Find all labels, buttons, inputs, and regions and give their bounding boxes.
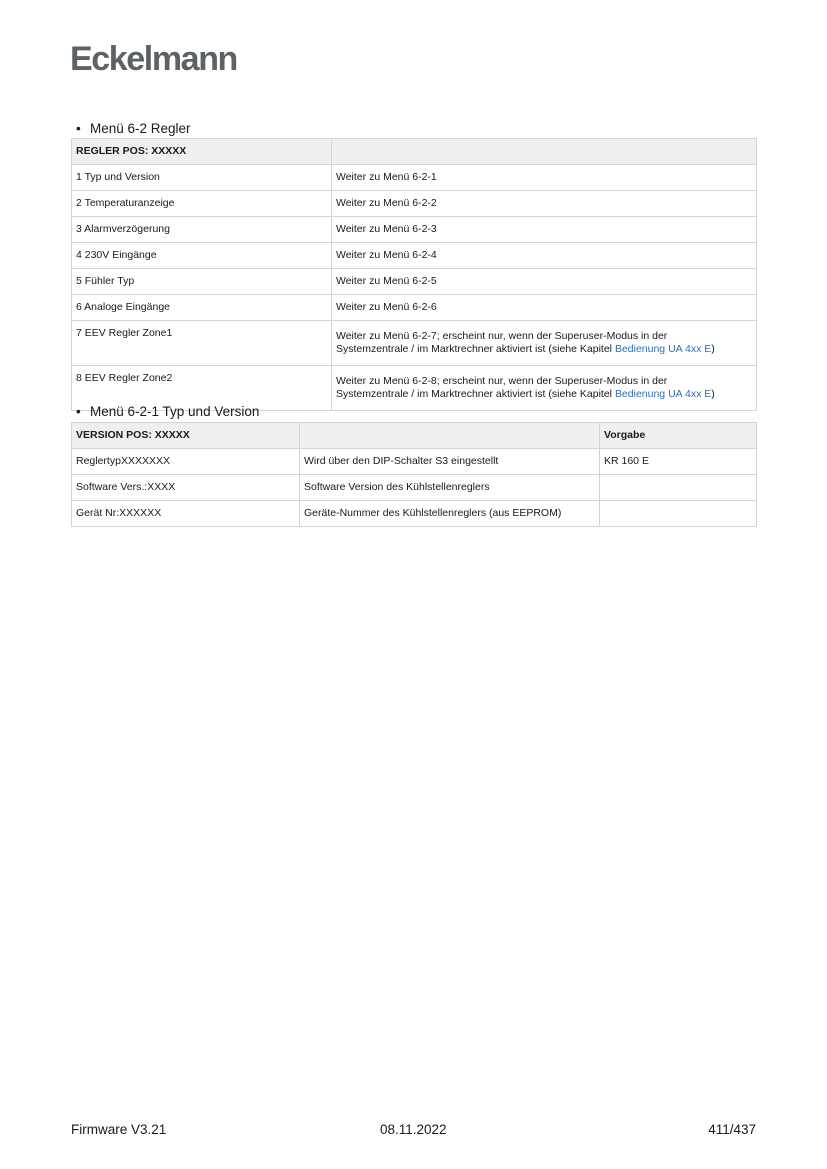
table-row	[72, 243, 757, 269]
menu-item-description: Weiter zu Menü 6-2-3	[332, 217, 757, 243]
table-row	[72, 165, 757, 191]
table-row	[72, 501, 757, 527]
table-row	[72, 321, 757, 366]
parameter-default	[600, 475, 757, 501]
section-title-text: Menü 6-2-1 Typ und Version	[90, 404, 260, 419]
table-header-row	[72, 423, 757, 449]
parameter-label: Gerät Nr:XXXXXX	[72, 501, 300, 527]
table-header-row	[72, 139, 757, 165]
parameter-description: Software Version des Kühlstellenreglers	[300, 475, 600, 501]
menu-item-label: 2 Temperaturanzeige	[72, 191, 332, 217]
menu-item-description: Weiter zu Menü 6-2-1	[332, 165, 757, 191]
footer-date: 08.11.2022	[380, 1122, 447, 1137]
description-closing: )	[711, 343, 715, 355]
table-row	[72, 191, 757, 217]
menu-item-label: 7 EEV Regler Zone1	[72, 321, 332, 366]
table-row	[72, 475, 757, 501]
footer-firmware: Firmware V3.21	[71, 1122, 167, 1137]
menu-item-label: 8 EEV Regler Zone2	[72, 366, 332, 411]
menu-item-label: 1 Typ und Version	[72, 165, 332, 191]
menu-item-description: Weiter zu Menü 6-2-4	[332, 243, 757, 269]
table-row	[72, 449, 757, 475]
link-bedienung-ua-4xx-e[interactable]: Bedienung UA 4xx E	[614, 343, 712, 355]
header-cell-default: Vorgabe	[600, 423, 757, 449]
description-line: Weiter zu Menü 6-2-8; erscheint nur, wenn der Superuser-Modus in der	[336, 375, 668, 387]
table-row	[72, 295, 757, 321]
section-title-menu-6-2-1	[76, 404, 259, 419]
section-title-text: Menü 6-2 Regler	[90, 121, 191, 136]
menu-item-description: Weiter zu Menü 6-2-2	[332, 191, 757, 217]
regler-table	[71, 138, 757, 411]
table-row	[72, 217, 757, 243]
header-cell	[300, 423, 600, 449]
bullet-icon: •	[76, 404, 81, 419]
bullet-icon: •	[76, 121, 81, 136]
parameter-label: Software Vers.:XXXX	[72, 475, 300, 501]
description-line: Weiter zu Menü 6-2-7; erscheint nur, wenn der Superuser-Modus in der	[336, 330, 668, 342]
menu-item-description	[332, 366, 757, 411]
header-cell: VERSION POS: XXXXX	[72, 423, 300, 449]
eckelmann-logo: Eckelmann	[70, 40, 237, 78]
menu-item-label: 4 230V Eingänge	[72, 243, 332, 269]
parameter-label: ReglertypXXXXXXX	[72, 449, 300, 475]
menu-item-label: 3 Alarmverzögerung	[72, 217, 332, 243]
menu-item-label: 5 Fühler Typ	[72, 269, 332, 295]
table-row	[72, 269, 757, 295]
menu-item-label: 6 Analoge Eingänge	[72, 295, 332, 321]
parameter-default: KR 160 E	[600, 449, 757, 475]
menu-item-description: Weiter zu Menü 6-2-6	[332, 295, 757, 321]
parameter-description: Wird über den DIP-Schalter S3 eingestellt	[300, 449, 600, 475]
parameter-default	[600, 501, 757, 527]
header-cell: REGLER POS: XXXXX	[72, 139, 332, 165]
section-title-menu-6-2	[76, 121, 191, 136]
parameter-description: Geräte-Nummer des Kühlstellenreglers (aus EEPROM)	[300, 501, 600, 527]
menu-item-description: Weiter zu Menü 6-2-5	[332, 269, 757, 295]
header-cell	[332, 139, 757, 165]
footer-page-number: 411/437	[708, 1122, 756, 1137]
menu-item-description	[332, 321, 757, 366]
description-line: Systemzentrale / im Marktrechner aktiviert ist (siehe Kapitel	[336, 388, 615, 400]
version-table	[71, 422, 757, 527]
description-line: Systemzentrale / im Marktrechner aktiviert ist (siehe Kapitel	[336, 343, 615, 355]
description-closing: )	[711, 388, 715, 400]
link-bedienung-ua-4xx-e[interactable]: Bedienung UA 4xx E	[614, 388, 712, 400]
